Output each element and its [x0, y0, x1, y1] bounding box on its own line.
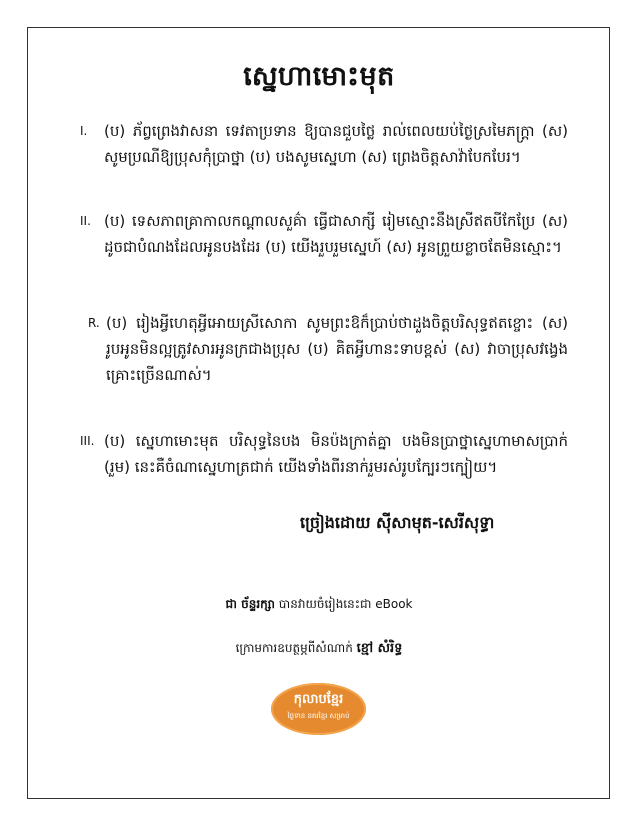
verse-number: III.: [80, 434, 95, 448]
sponsor-line: [0, 640, 638, 659]
verse-number: I.: [80, 124, 88, 138]
logo-subtitle: ថ្ងៃទាន នគរខ្មែរ សម្រាប់: [287, 712, 350, 720]
verse-text: (ប) ស្នេហាមោះមុត បរិសុទ្ធនៃបង មិនប៉ងក្រាត់គ្នា បងមិនប្រាថ្នាស្នេហាមាសប្រាក់ (រួម) នេះគឺចំណាស្នេហាត្រជាក់ យើងទាំងពីរនាក់រួមរស់រូបក្បែរៗក្បៀយ។: [104, 432, 568, 476]
sponsor-label: ក្រោមការឧបត្ថម្ភពីសំណាក់: [235, 641, 353, 655]
verse-3: [80, 428, 568, 480]
logo-title: កុលាបខ្មែរ: [293, 692, 344, 707]
refrain: [88, 310, 568, 388]
ebook-note: [0, 596, 638, 614]
kolab-khmer-logo: [271, 683, 366, 735]
song-title: ស្នេហាមោះមុត: [243, 61, 395, 92]
singer-credit: ច្រៀងដោយ ស៊ីសាមុត-សេរីសុទ្ធា: [300, 513, 495, 532]
verse-text: (ប) ភ័ព្វព្រេងវាសនា ទេវតាប្រទាន ឱ្យបានជួបថ្លៃ រាល់ពេលយប់ថ្ងៃស្រមៃភក្ត្រា (ស) សូមប្រណីឱ្យប្រុសកុំប្រាថ្នា (ប) បងសូមស្នេហា (ស) ព្រេងចិត្តសាវ៉ាបែកបែរ។: [104, 122, 568, 166]
verse-text: (ប) ទេសភាពគ្រាកាលកណ្តាលសួគ៌ា ធ្វើជាសាក្សី រៀមស្មោះនឹងស្រីឥតបីកែប្រែ (ស) ដូចជាបំណងដែលអូនបងដែរ (ប) យើងរួបរួមស្នេហ៍ (ស) អូនព្រួយខ្លាចតែមិនស្មោះ។: [104, 212, 568, 256]
ebook-note-text: បានវាយចំរៀងនេះជា eBook: [278, 597, 413, 611]
verse-1: [80, 118, 568, 170]
verse-number: II.: [80, 214, 91, 228]
verse-2: [80, 208, 568, 260]
verse-number: R.: [88, 316, 100, 330]
sponsor-name: ខ្មៅ សំរិទ្ធ: [356, 641, 403, 656]
typist-name: ជា ច័ន្ទរក្សា: [225, 597, 275, 611]
verse-text: (ប) រៀងអ្វីហេតុអ្វីអោយស្រីសោកា សូមព្រះឱក៏ប្រាប់ថាដួងចិត្តបរិសុទ្ធឥតខ្ចោះ (ស) រូបអូនមិនល្អត្រូវសារអូនក្រជាងប្រុស (ប) គិតអ្វីហានះទាបខ្ពស់ (ស) វាចាប្រុសវង្វេងគ្រោះច្រើនណាស់។: [106, 314, 568, 384]
